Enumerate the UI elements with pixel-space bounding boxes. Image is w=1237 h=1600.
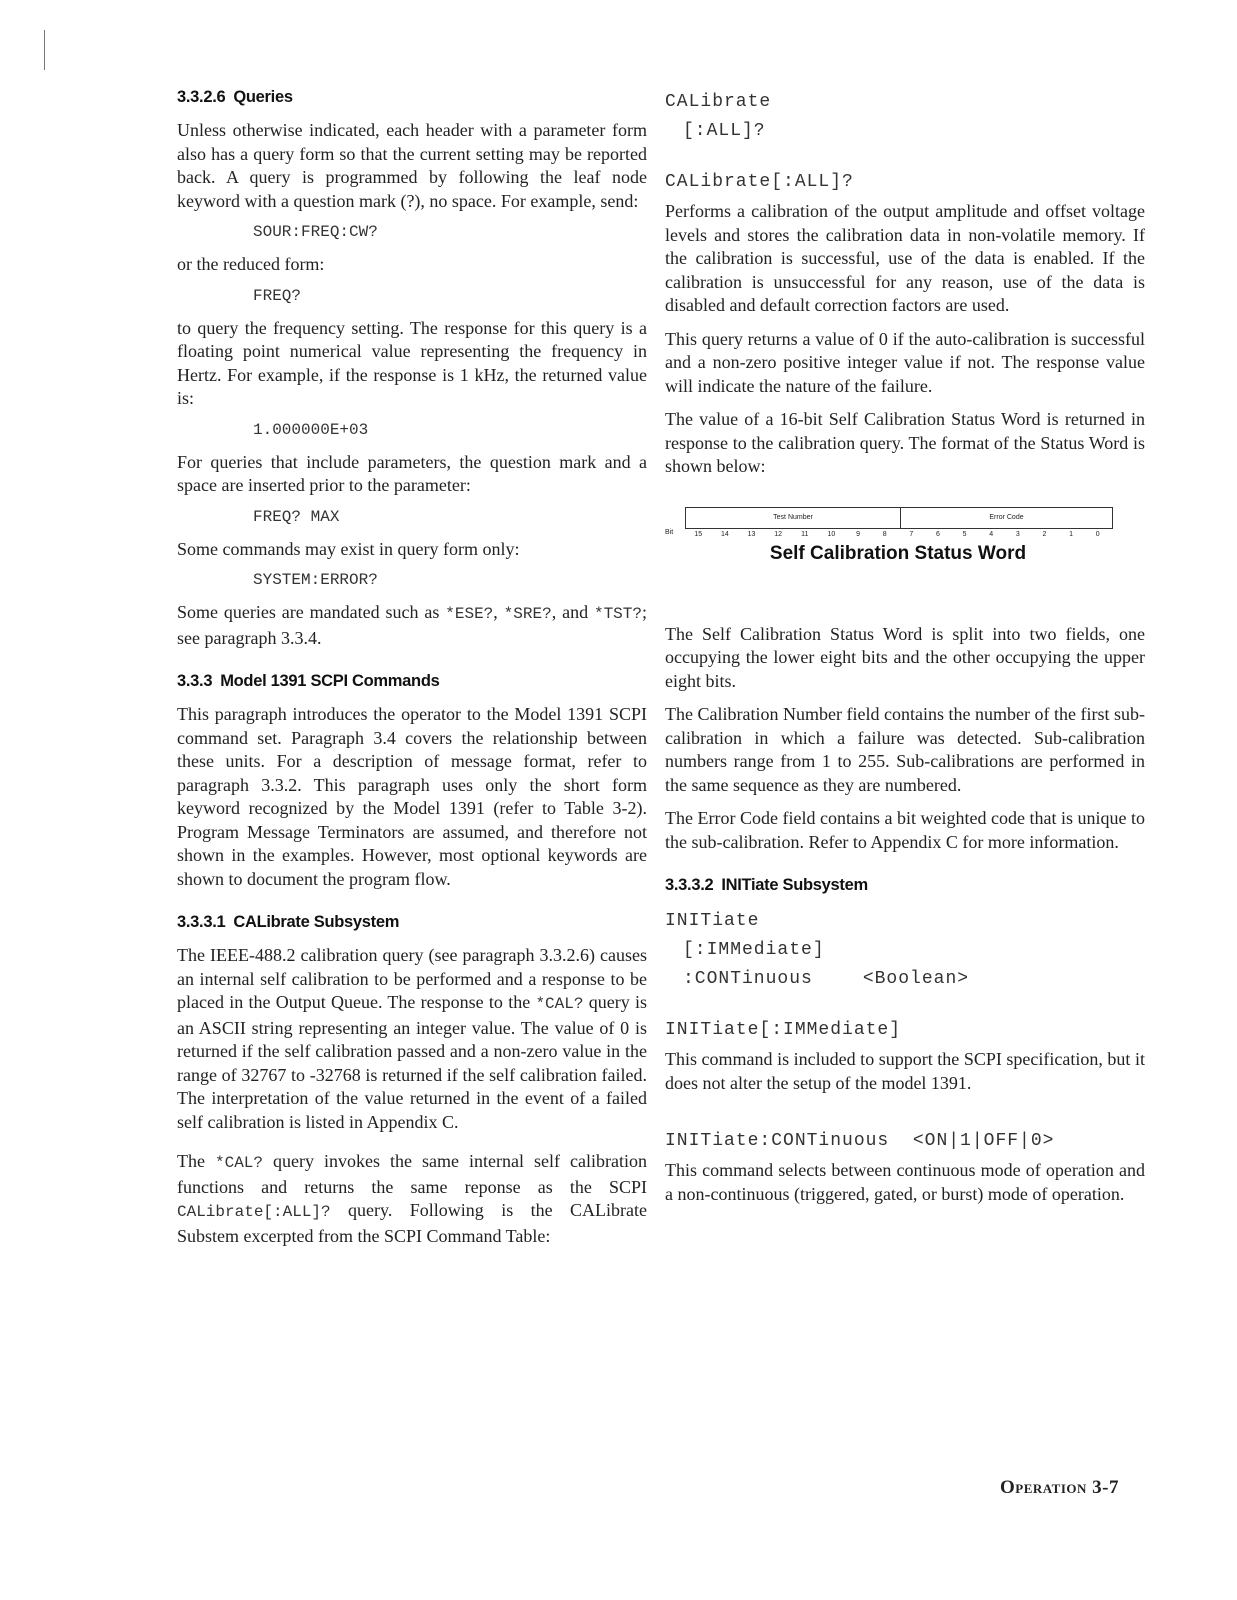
command-tree-calibrate: CALibrate [:ALL]? bbox=[665, 92, 772, 141]
code-example: SOUR:FREQ:CW? bbox=[253, 223, 378, 241]
bit-number: 5 bbox=[962, 530, 967, 538]
paragraph: The IEEE-488.2 calibration query (see paragraph 3.3.2.6) causes an internal self calibration to be performed and a response to be placed in the Output Queue. The response to the *CAL? query is an ASCII string representing an integer value. The value of 0 is returned if the self calibration passed and a non-zero value in the range of 32767 to -32768 is returned if the self calibration failed. The interpretation of the value returned in the event of a failed self calibration is listed in Appendix C. bbox=[177, 945, 647, 1132]
paragraph: This command is included to support the SCPI specification, but it does not alter the setup of the model 1391. bbox=[665, 1049, 1145, 1093]
paragraph: This command selects between continuous mode of operation and a non-continuous (triggered, gated, or burst) mode of operation. bbox=[665, 1160, 1145, 1204]
status-word-box bbox=[685, 507, 1113, 529]
bit-number: 4 bbox=[989, 530, 994, 538]
code-example: FREQ? bbox=[253, 286, 302, 305]
paragraph: Some queries are mandated such as *ESE?, *SRE?, and *TST?; see paragraph 3.3.4. bbox=[177, 602, 647, 648]
bit-number: 14 bbox=[721, 530, 729, 538]
code-example: SYSTEM:ERROR? bbox=[253, 571, 378, 589]
section-heading-initiate: 3.3.3.2 INITiate Subsystem bbox=[665, 876, 868, 894]
bit-number: 6 bbox=[935, 530, 940, 538]
section-heading-scpi-commands: 3.3.3 Model 1391 SCPI Commands bbox=[177, 672, 440, 690]
field-error-code: Error Code bbox=[989, 513, 1024, 521]
right-column bbox=[665, 88, 1145, 1216]
page-footer: Operation 3-7 bbox=[999, 1477, 1119, 1498]
paragraph: The Self Calibration Status Word is split into two fields, one occupying the lower eight bits and the other occupying the upper eight bits. bbox=[665, 623, 1145, 691]
paragraph: The Error Code field contains a bit weighted code that is unique to the sub-calibration. Refer to Appendix C for more information. bbox=[665, 808, 1145, 852]
paragraph: Unless otherwise indicated, each header with a parameter form also has a query form so that the current setting may be reported back. A query is programmed by following the leaf node keyword with a question mark (?), no space. For example, send: bbox=[177, 120, 647, 211]
paragraph: The value of a 16-bit Self Calibration Status Word is returned in response to the calibration query. The format of the Status Word is shown below: bbox=[665, 409, 1145, 476]
paragraph: Performs a calibration of the output amplitude and offset voltage levels and stores the calibration data in non-volatile memory. If the calibration is successful, use of the data is enabled. If the calibration is unsuccessful for any reason, use of the data is disabled and default correction factors are used. bbox=[665, 201, 1145, 315]
paragraph: to query the frequency setting. The response for this query is a floating point numerical value representing the frequency in Hertz. For example, if the response is 1 kHz, the returned value is: bbox=[177, 317, 647, 408]
command-tree-initiate: INITiate [:IMMediate] :CONTinuous <Boolean> bbox=[665, 911, 970, 989]
command-heading: INITiate:CONTinuous <ON|1|OFF|0> bbox=[665, 1131, 1055, 1151]
paragraph: The *CAL? query invokes the same internal self calibration functions and returns the same reponse as the SCPI CALibrate[:ALL]? query. Following is the CALibrate Substem excerpted from the SCPI Command Table: bbox=[177, 1151, 647, 1246]
bit-number: 15 bbox=[694, 530, 703, 538]
bit-number: 9 bbox=[856, 530, 861, 538]
paragraph: This query returns a value of 0 if the auto-calibration is successful and a non-zero positive integer value if not. The response value will indicate the nature of the failure. bbox=[665, 328, 1145, 396]
bit-number: 2 bbox=[1042, 530, 1047, 538]
command-heading: INITiate[:IMMediate] bbox=[665, 1020, 902, 1040]
paragraph: Some commands may exist in query form only: bbox=[177, 538, 520, 559]
command-heading: CALibrate[:ALL]? bbox=[665, 172, 854, 192]
field-test-number: Test Number bbox=[686, 508, 901, 528]
bit-number: 1 bbox=[1069, 530, 1074, 538]
bit-number: 11 bbox=[801, 530, 809, 538]
section-heading-queries: 3.3.2.6 Queries bbox=[177, 88, 293, 106]
bit-number: 10 bbox=[827, 530, 836, 538]
bit-number: 13 bbox=[747, 530, 756, 538]
bit-label: Bit bbox=[665, 528, 674, 536]
scan-margin-mark bbox=[44, 30, 45, 70]
bit-number: 12 bbox=[774, 530, 783, 538]
code-example: 1.000000E+03 bbox=[253, 420, 369, 439]
status-word-figure bbox=[665, 497, 1125, 587]
paragraph: This paragraph introduces the operator to the Model 1391 SCPI command set. Paragraph 3.4 covers the relationship between these units. For a description of message format, refer to paragraph 3.3.2. This paragraph uses only the short form keyword recognized by the Model 1391 (refer to Table 3-2). Program Message Terminators are assumed, and therefore not shown in the examples. However, most optional keywords are shown to document the program flow. bbox=[177, 704, 647, 889]
bit-number: 8 bbox=[882, 530, 887, 538]
paragraph: The Calibration Number field contains the number of the first sub-calibration in which a failure was detected. Sub-calibration numbers range from 1 to 255. Sub-calibrations are performed in the same sequence as they are numbered. bbox=[665, 704, 1145, 795]
paragraph: or the reduced form: bbox=[177, 254, 325, 274]
section-heading-calibrate: 3.3.3.1 CALibrate Subsystem bbox=[177, 913, 400, 931]
bit-number: 7 bbox=[909, 530, 914, 538]
bit-number: 3 bbox=[1015, 530, 1020, 538]
paragraph: For queries that include parameters, the question mark and a space are inserted prior to the parameter: bbox=[177, 451, 647, 495]
bit-numbers bbox=[685, 531, 1111, 538]
figure-caption: Self Calibration Status Word bbox=[769, 542, 1027, 564]
left-column bbox=[177, 88, 647, 1258]
code-example: FREQ? MAX bbox=[253, 507, 340, 526]
bit-number: 0 bbox=[1095, 530, 1100, 538]
